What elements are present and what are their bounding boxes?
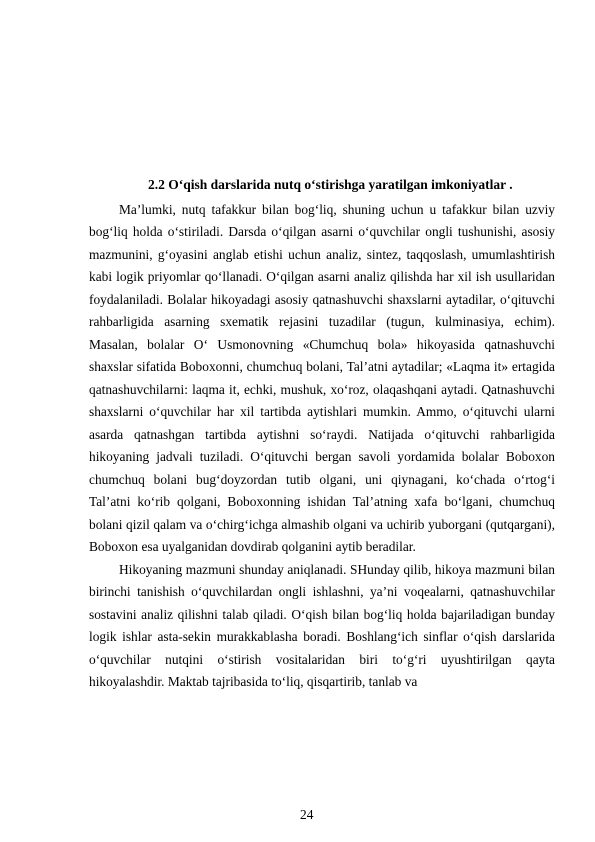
section-heading: 2.2 O‘qish darslarida nutq o‘stirishga yaratilgan imkoniyatlar . bbox=[148, 177, 513, 192]
paragraph-2: Hikoyaning mazmuni shunday aniqlanadi. SHunday qilib, hikoya mazmuni bilan birinchi tanishish o‘quvchilardan ongli ishlashni, ya’ni voqealarni, qatnashuvchilar sostavini analiz qilishni talab qiladi. O‘qish bilan bog‘liq holda bajariladigan bunday logik ishlar asta-sekin murakkablasha boradi. Boshlang‘ich sinflar o‘qish darslarida o‘quvchilar nutqini o‘stirish vositalaridan biri to‘g‘ri uyushtirilgan qayta hikoyalashdir. Maktab tajribasida to‘liq, qisqartirib, tanlab va bbox=[89, 561, 555, 689]
paragraph-1: Ma’lumki, nutq tafakkur bilan bog‘liq, shuning uchun u tafakkur bilan uzviy bog‘liq holda o‘stiriladi. Darsda o‘qilgan asarni o‘quvchilar ongli tushunishi, asosiy mazmunini, g‘oyasini anglab etishi uchun analiz, sintez, taqqoslash, umumlashtirish kabi logik priyomlar qo‘llanadi. O‘qilgan asarni analiz qilishda har xil ish usullaridan foydalaniladi. Bolalar hikoyadagi asosiy qatnashuvchi shaxslarni aytadilar, o‘qituvchi rahbarligida asarning sxematik rejasini tuzadilar (tugun, kulminasiya, echim). Masalan, bolalar O‘ Usmonovning «Chumchuq bola» hikoyasida qatnashuvchi shaxslar sifatida Boboxonni, chumchuq bolani, Tal’atni aytadilar; «Laqma it» ertagida qatnashuvchilarni: laqma it, echki, mushuk, xo‘roz, olaqashqani aytadi. Qatnashuvchi shaxslarni o‘quvchilar har xil tartibda aytishlari mumkin. Ammo, o‘qituvchi ularni asarda qatnashgan tartibda aytishni so‘raydi. Natijada o‘qituvchi rahbarligida hikoyaning jadvali tuziladi. O‘qituvchi bergan savoli yordamida bolalar Boboxon chumchuq bolani bug‘doyzordan tutib olgani, uni qiynagani, ko‘chada o‘rtog‘i Tal’atni ko‘rib qolgani, Boboxonning ishidan Tal’atning xafa bo‘lgani, chumchuq bolani qizil qalam va o‘chirg‘ichga almashib olgani va uchirib yuborgani (qutqargani), Boboxon esa uyalganidan dovdirab qolganini aytib beradilar. bbox=[89, 201, 555, 554]
page-number: 24 bbox=[300, 807, 314, 822]
body-text bbox=[89, 199, 555, 694]
